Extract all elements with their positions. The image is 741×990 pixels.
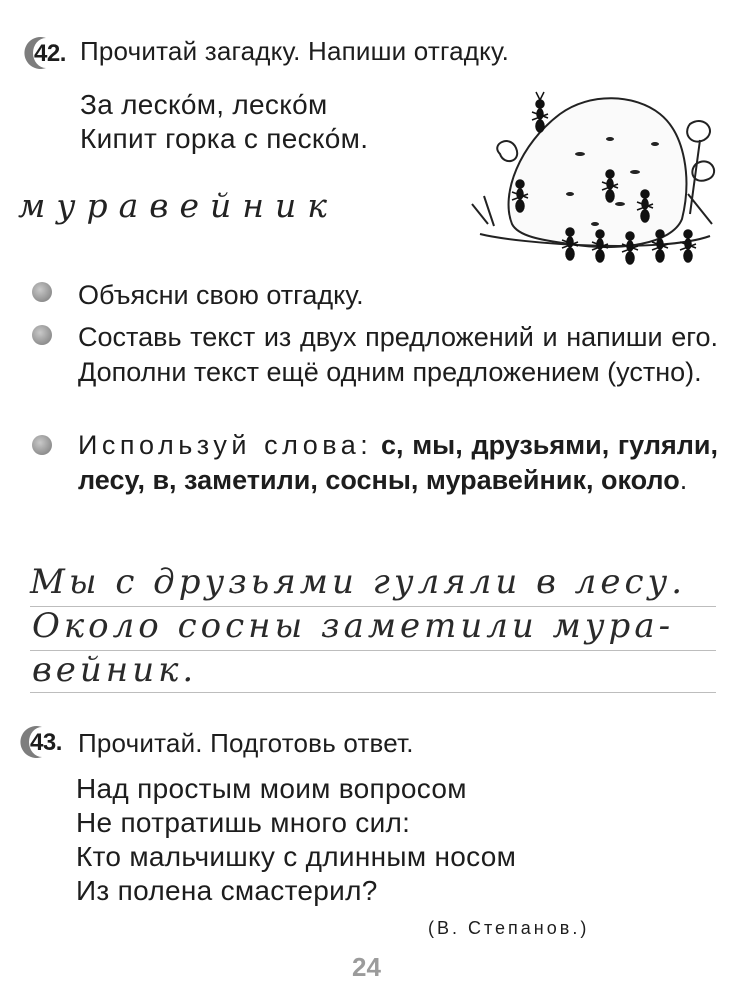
bullet-icon bbox=[32, 282, 52, 302]
ruled-line bbox=[30, 692, 716, 693]
words-intro: Используй слова: bbox=[78, 430, 373, 460]
words-list: с, мы, друзьями, гуляли, лесу, в, заметили, сосны, муравейник, около bbox=[78, 430, 718, 495]
bullet-text-3 bbox=[78, 428, 718, 498]
poem-line: Не потратишь много сил: bbox=[76, 807, 411, 838]
poem-line: Кипит горка с песко́м. bbox=[80, 123, 369, 154]
poem-line: За леско́м, леско́м bbox=[80, 89, 328, 120]
poem-line: Из полена смастерил? bbox=[76, 875, 378, 906]
exercise-number: 42. bbox=[34, 40, 66, 67]
exercise-task-43: Прочитай. Подготовь ответ. bbox=[78, 728, 414, 758]
handwritten-answer: муравейник bbox=[18, 186, 338, 225]
words-end: . bbox=[679, 465, 688, 495]
poem bbox=[76, 772, 516, 908]
bullet-text-1: Объясни свою отгадку. bbox=[78, 280, 364, 310]
handwriting-line: Около сосны заметили мура- bbox=[32, 606, 675, 646]
exercise-badge-42 bbox=[24, 36, 66, 70]
poem-author: (В. Степанов.) bbox=[428, 918, 590, 938]
exercise-badge-43 bbox=[20, 725, 62, 759]
handwriting-line: вейник. bbox=[32, 650, 198, 690]
exercise-number: 43. bbox=[30, 729, 62, 756]
bullet-icon bbox=[32, 325, 52, 345]
poem-line: Кто мальчишку с длинным носом bbox=[76, 841, 517, 872]
bullet-text-2: Составь текст из двух предложений и напиши его. Дополни текст ещё одним предложением (устно). bbox=[78, 322, 718, 387]
page-number: 24 bbox=[352, 952, 381, 982]
poem-line: Над простым моим вопросом bbox=[76, 773, 467, 804]
anthill-illustration bbox=[460, 84, 725, 279]
riddle-poem bbox=[80, 88, 368, 156]
bullet-icon bbox=[32, 435, 52, 455]
handwriting-line: Мы с друзьями гуляли в лесу. bbox=[30, 562, 687, 602]
exercise-task-42: Прочитай загадку. Напиши отгадку. bbox=[80, 36, 510, 66]
